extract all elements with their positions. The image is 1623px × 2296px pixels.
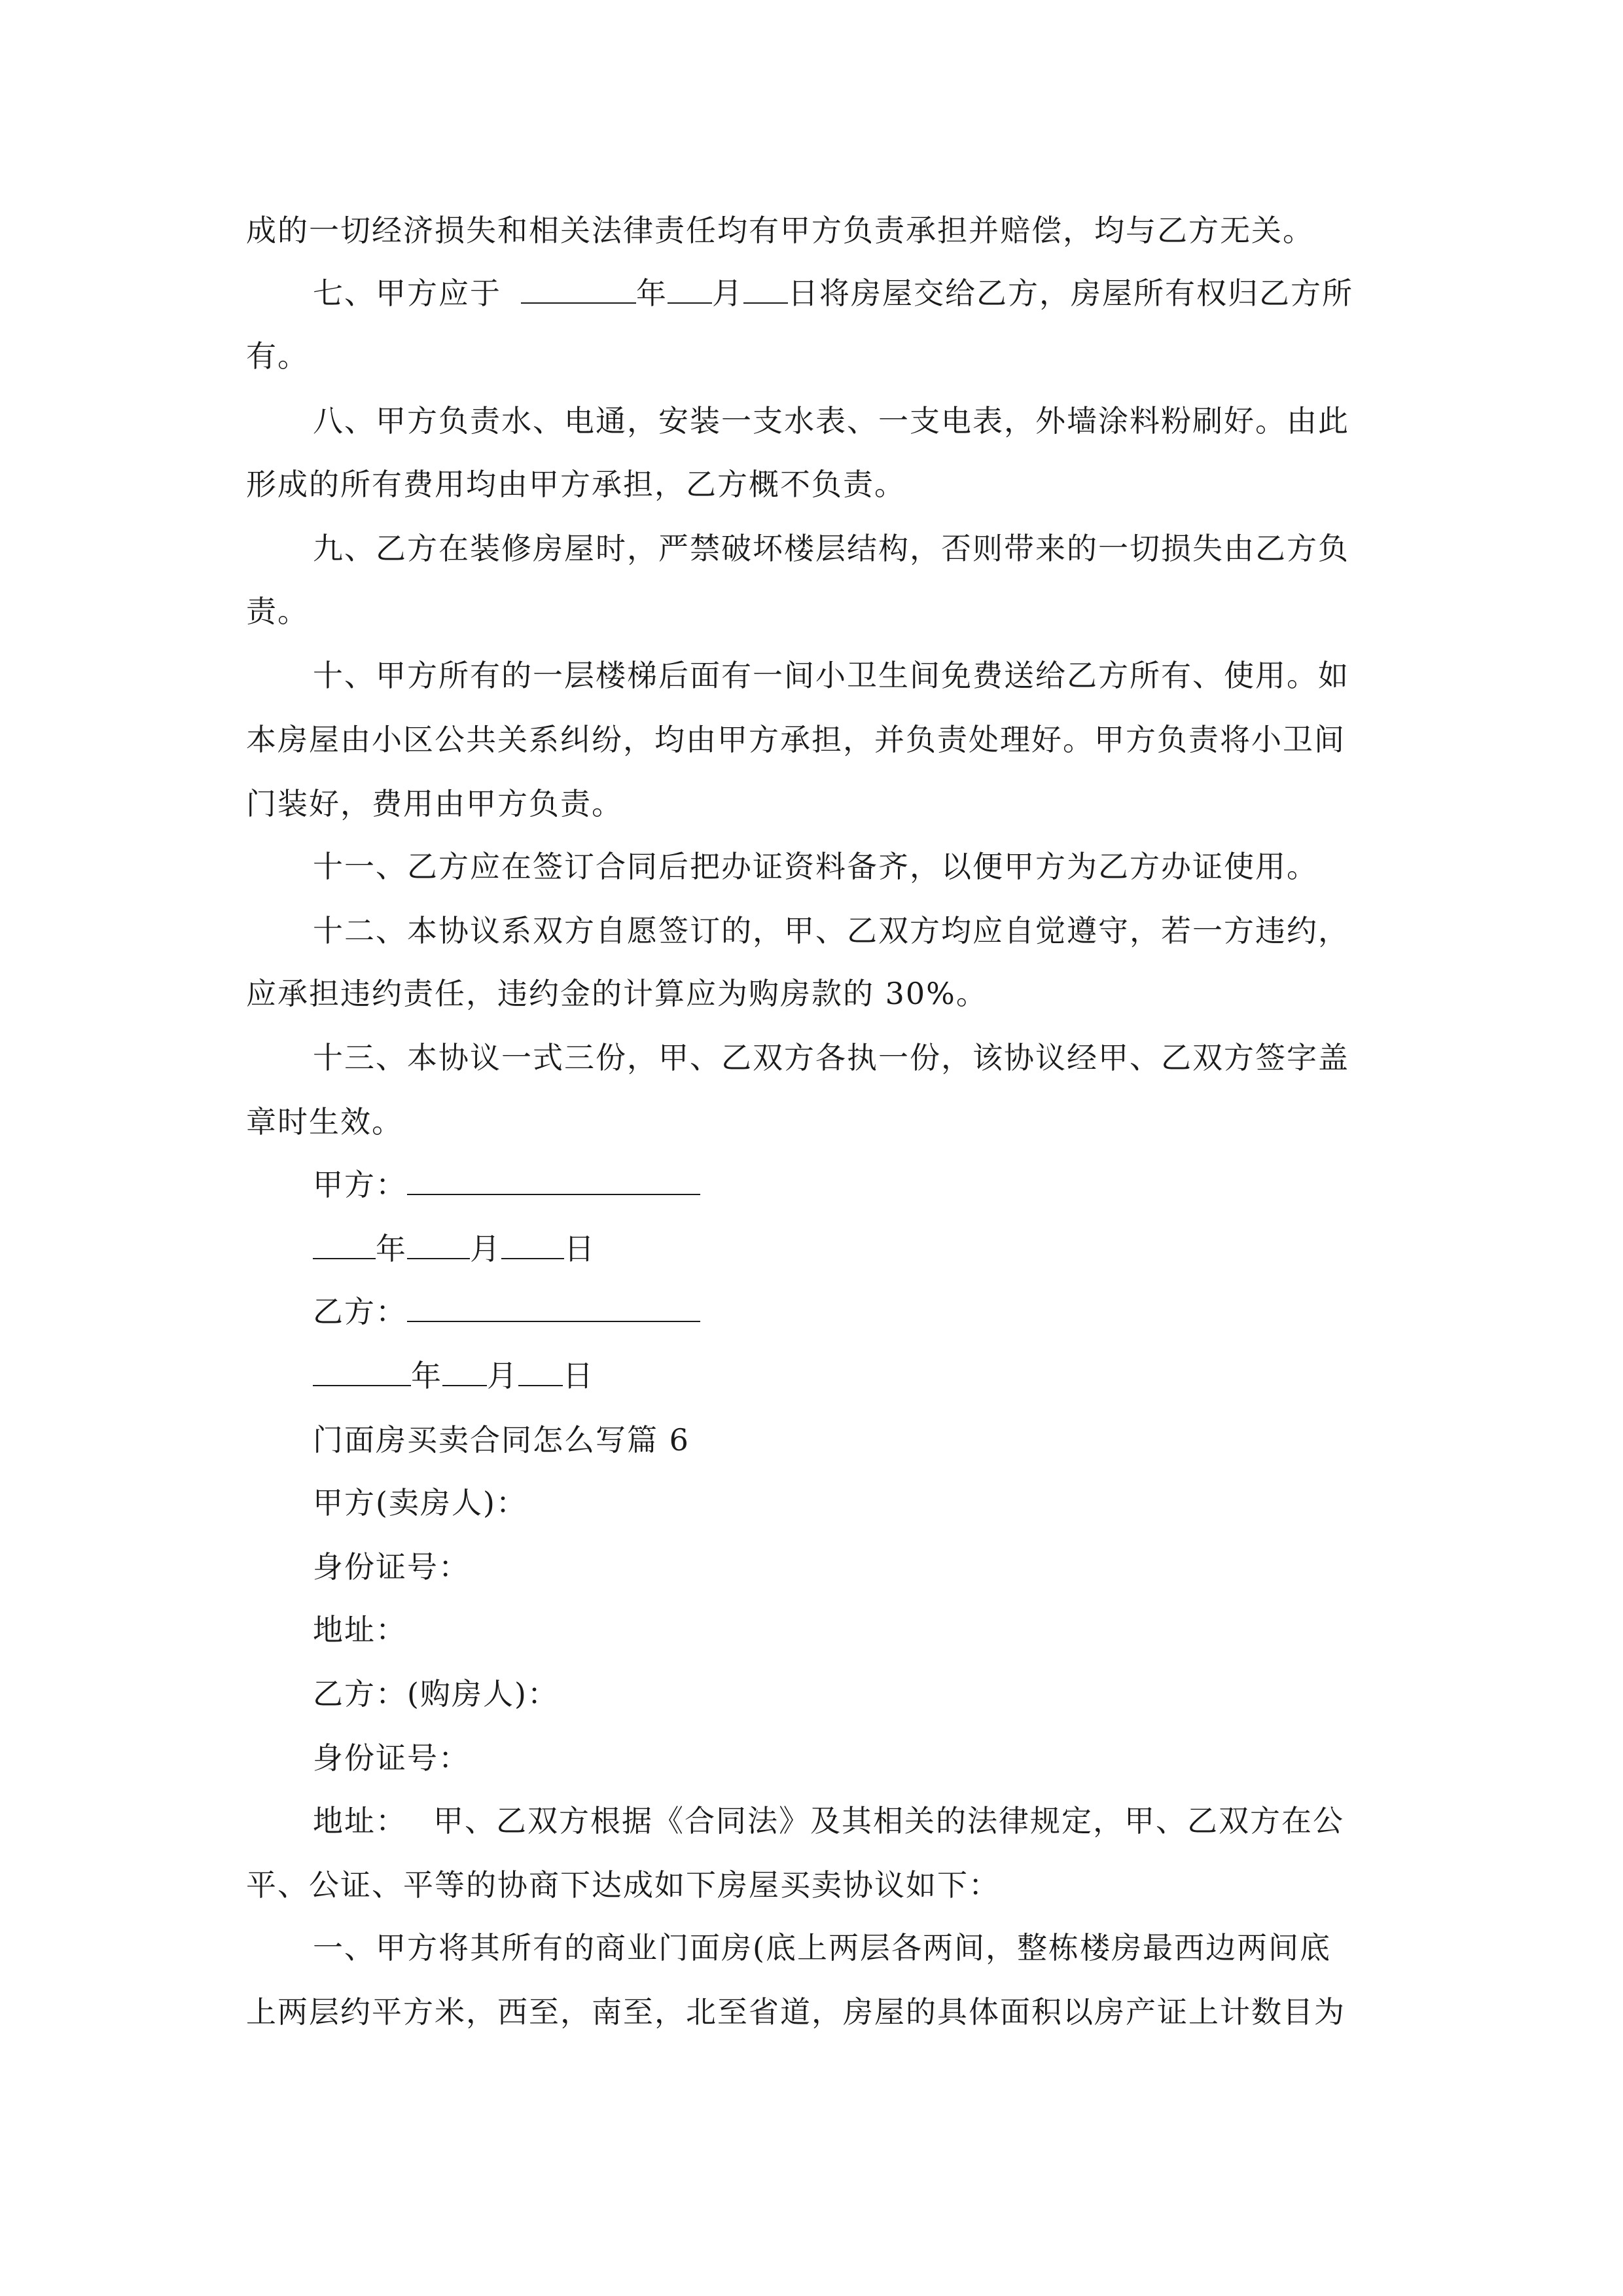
seller-label: 甲方(卖房人)： bbox=[313, 1485, 527, 1520]
party-b-date bbox=[313, 1356, 594, 1395]
blank-day[interactable] bbox=[518, 1356, 563, 1386]
buyer-address-line bbox=[313, 1801, 1344, 1840]
seller-id-label: 身份证号： bbox=[313, 1549, 470, 1585]
text-line: 门装好，费用由甲方负责。 bbox=[246, 786, 623, 821]
clause-9: 九、乙方在装修房屋时，严禁破坏楼层结构，否则带来的一切损失由乙方负 bbox=[313, 531, 1349, 566]
clause-8: 八、甲方负责水、电通，安装一支水表、一支电表，外墙涂料粉刷好。由此 bbox=[313, 403, 1349, 439]
text-line: 月 bbox=[712, 276, 743, 311]
blank-party-a[interactable] bbox=[407, 1165, 700, 1195]
buyer-address-label: 地址： bbox=[313, 1803, 407, 1839]
text-line: 责。 bbox=[246, 594, 309, 629]
blank-day[interactable] bbox=[501, 1229, 564, 1259]
blank-day[interactable] bbox=[743, 274, 788, 304]
clause-12: 十二、本协议系双方自愿签订的，甲、乙双方均应自觉遵守，若一方违约， bbox=[313, 913, 1349, 948]
text-line: 应承担违约责任，违约金的计算应为购房款的 30%。 bbox=[246, 976, 988, 1011]
section-title: 门面房买卖合同怎么写篇 6 bbox=[313, 1422, 690, 1458]
text-line: 成的一切经济损失和相关法律责任均有甲方负责承担并赔偿，均与乙方无关。 bbox=[246, 213, 1314, 248]
party-a-signature bbox=[313, 1165, 700, 1204]
text-line: 年 bbox=[636, 276, 668, 311]
clause-10: 十、甲方所有的一层楼梯后面有一间小卫生间免费送给乙方所有、使用。如 bbox=[313, 658, 1349, 693]
blank-month[interactable] bbox=[442, 1356, 487, 1386]
blank-month[interactable] bbox=[668, 274, 712, 304]
text-line: 年 bbox=[411, 1358, 442, 1393]
text-line: 月 bbox=[470, 1231, 501, 1266]
blank-party-b[interactable] bbox=[407, 1292, 700, 1322]
clause-13: 十三、本协议一式三份，甲、乙双方各执一份，该协议经甲、乙双方签字盖 bbox=[313, 1040, 1349, 1075]
text-line: 形成的所有费用均由甲方承担，乙方概不负责。 bbox=[246, 467, 906, 502]
party-a-date bbox=[313, 1229, 596, 1268]
blank-year[interactable] bbox=[313, 1356, 411, 1386]
party-b-label: 乙方： bbox=[313, 1294, 407, 1329]
text-line: 日 bbox=[564, 1231, 596, 1266]
buyer-id-label: 身份证号： bbox=[313, 1740, 470, 1776]
text-line: 年 bbox=[376, 1231, 407, 1266]
seller-address-label: 地址： bbox=[313, 1612, 407, 1647]
blank-year[interactable] bbox=[521, 274, 636, 304]
party-b-signature bbox=[313, 1292, 700, 1331]
text-line: 月 bbox=[487, 1358, 518, 1393]
text-line: 章时生效。 bbox=[246, 1104, 403, 1139]
text-line: 日 bbox=[563, 1358, 594, 1393]
text-line: 上两层约平方米，西至，南至，北至省道，房屋的具体面积以房产证上计数目为 bbox=[246, 1994, 1346, 2030]
text-line: 七、甲方应于 bbox=[313, 276, 501, 311]
clause-1: 一、甲方将其所有的商业门面房(底上两层各两间，整栋楼房最西边两间底 bbox=[313, 1930, 1331, 1965]
text-line: 甲、乙双方根据《合同法》及其相关的法律规定，甲、乙双方在公 bbox=[433, 1803, 1344, 1839]
blank-year[interactable] bbox=[313, 1229, 376, 1259]
party-a-label: 甲方： bbox=[313, 1167, 407, 1202]
blank-month[interactable] bbox=[407, 1229, 470, 1259]
text-line: 本房屋由小区公共关系纠纷，均由甲方承担，并负责处理好。甲方负责将小卫间 bbox=[246, 722, 1346, 757]
clause-11: 十一、乙方应在签订合同后把办证资料备齐，以便甲方为乙方办证使用。 bbox=[313, 849, 1318, 884]
buyer-label: 乙方：(购房人)： bbox=[313, 1676, 559, 1712]
text-line: 平、公证、平等的协商下达成如下房屋买卖协议如下： bbox=[246, 1867, 1000, 1903]
text-line: 有。 bbox=[246, 338, 309, 374]
clause-7 bbox=[313, 274, 1353, 313]
text-line: 日将房屋交给乙方，房屋所有权归乙方所 bbox=[788, 276, 1353, 311]
